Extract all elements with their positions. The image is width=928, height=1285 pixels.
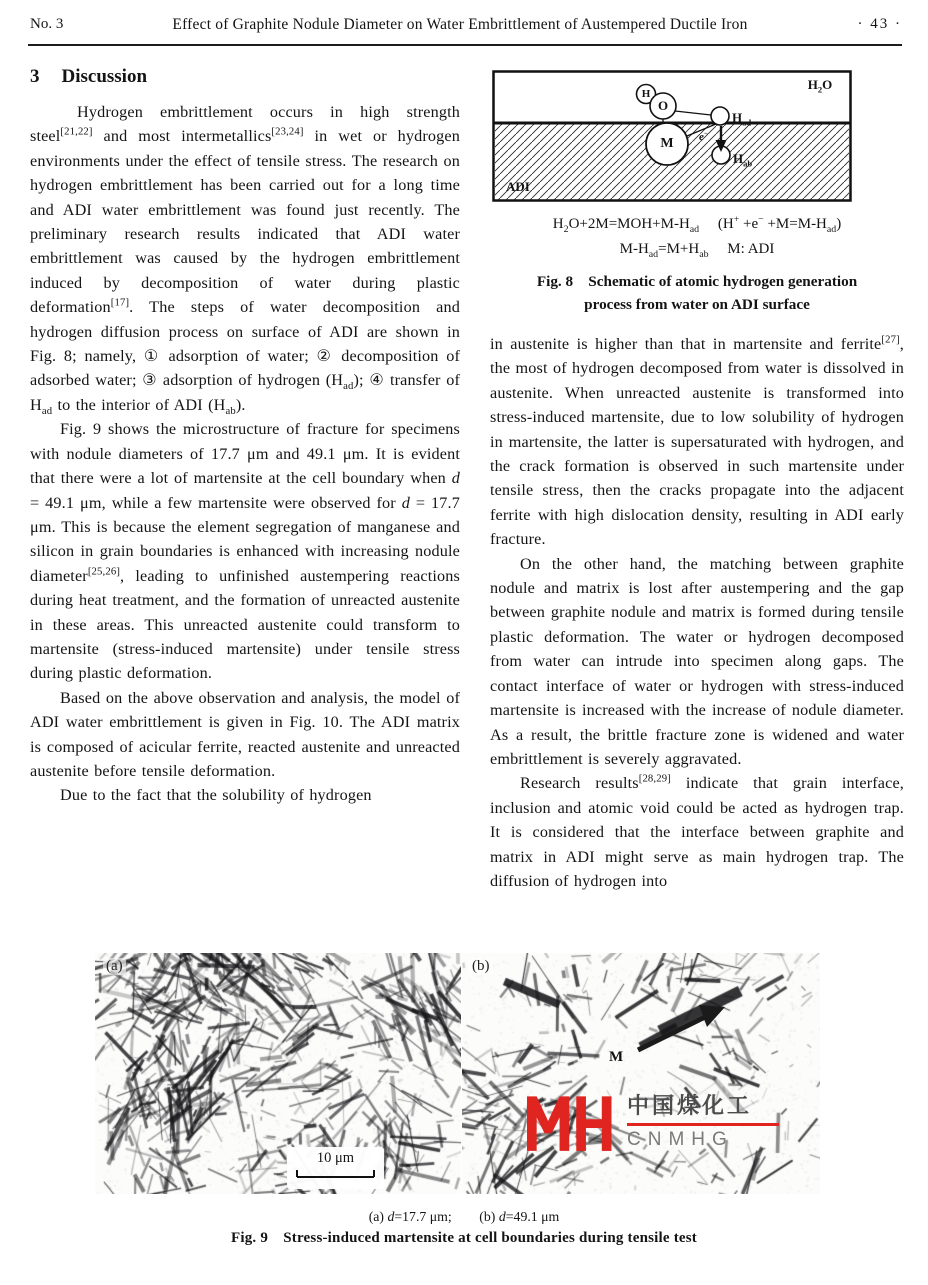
cnmhg-watermark: [527, 1089, 779, 1153]
fig8-equation-1: $H_2O+2M=MOH+M-H_{ad}$ $(H^+ +e^- +M=M-H_{ad})$: [552, 214, 842, 235]
right-column-text: [490, 332, 904, 893]
scale-bar-text: 10 μm: [316, 1150, 355, 1166]
watermark-text: [627, 1089, 779, 1151]
cnmhg-logo-icon: [527, 1089, 615, 1153]
fig9-panel-b-label: (b): [469, 958, 493, 975]
fig8-h-ad-label: $H_{ad}$: [732, 110, 752, 128]
section-number: 3: [30, 66, 40, 87]
h-ad-circle: [711, 107, 729, 125]
watermark-chinese-text: 中国煤化工: [627, 1093, 753, 1118]
fig9-caption: Fig. 9 Stress-induced martensite at cell boundaries during tensile test: [231, 1230, 697, 1246]
left-column: [30, 64, 460, 808]
header-page-number: · 43 ·: [857, 16, 902, 32]
fig8-m-atom-label: M: [660, 136, 674, 151]
fig8-h-atom-label: H: [641, 88, 651, 100]
fig8-h-ab-label: $H_{ab}$: [733, 151, 753, 169]
fig8-adi-label: ADI: [506, 179, 530, 194]
micrograph-b: [462, 953, 820, 1194]
fig9-panel-a-label: (a): [103, 958, 126, 975]
fig8-water-label: $H_2O$: [807, 77, 833, 95]
header-rule: [28, 44, 902, 46]
right-column: [490, 64, 904, 893]
micrograph-a: [95, 953, 461, 1194]
fig8-schematic: [492, 70, 852, 202]
fig8-electron-label: e−: [699, 129, 709, 143]
paragraph: Based on the above observation and analysis, the model of ADI water embrittlement is given in Fig. 10. The ADI matrix is composed of acicular ferrite, reacted austenite and unreacted austenite before tensile deformation.: [30, 688, 460, 780]
paragraph: Fig. 9 shows the microstructure of fracture for specimens with nodule diameters of 17.7 μm and 49.1 μm. It is evident that there were a lot of martensite at the cell boundary when d = 49.1 μm, while a few martensite were observed for d = 17.7 μm. This is because the element segregation of manganese and silicon in grain boundaries is enhanced with increasing nodule diameter[25,26], leading to unfinished austempering reactions during heat treatment, and the formation of unreacted austenite in these areas. This unreacted austenite could transform to martensite (stress-induced martensite) under tensile stress during plastic deformation.: [30, 420, 460, 683]
paragraph: in austenite is higher than that in martensite and ferrite[27], the most of hydrogen decomposed from water is dissolved in austenite. When unreacted austenite is transformed into stress-induced martensite, due to low solubility of hydrogen in martensite, the latter is supersaturated with hydrogen, and the crack formation is observed in such martensite under tensile stress, then the cracks propagate into the adjacent ferrite with high dislocation density, resulting in ADI early fracture.: [490, 333, 904, 549]
header-running-title: Effect of Graphite Nodule Diameter on Water Embrittlement of Austempered Ductile Iron: [172, 16, 748, 33]
scale-bar-line: [287, 1167, 384, 1181]
paragraph: On the other hand, the matching between graphite nodule and matrix is lost after austempering and the gap between graphite nodule and matrix is formed during tensile plastic deformation. The water or hydrogen decomposed from water can intrude into specimen along gaps. The contact interface of water or hydrogen with stress-induced martensite is increased with the increase of nodule diameter. As a result, the brittle fracture zone is widened and water embrittlement is severely aggravated.: [490, 554, 904, 768]
watermark-latin-text: CNMHG: [627, 1129, 734, 1150]
paragraph: Hydrogen embrittlement occurs in high strength steel[21,22] and most intermetallics[23,24] in wet or hydrogen environments under the effect of tensile stress. The research on hydrogen embrittlement has been carried out for a long time and ADI water embrittlement was found just recently. The preliminary research results indicated that ADI water embrittlement was caused by the hydrogen embrittlement induced by decomposition of water during plastic deformation[17]. The steps of water decomposition and hydrogen diffusion process on surface of ADI are shown in Fig. 8; namely, ① adsorption of water; ② decomposition of adsorbed water; ③ adsorption of hydrogen $(H_{ad})$; ④ transfer of $H_{ad}$ to the interior of ADI $(H_{ab})$.: [30, 103, 460, 418]
fig9-subcaption: (a) d=17.7 μm; (b) d=49.1 μm: [368, 1209, 560, 1224]
watermark-rule: [627, 1123, 779, 1126]
section-heading: [30, 66, 460, 88]
scale-bar: [287, 1147, 384, 1189]
fig9-micrographs: [95, 953, 820, 1194]
fig8-equation-2: $M-H_{ad}=M+H_{ab}$ M: ADI: [619, 241, 775, 260]
paragraph: Due to the fact that the solubility of hydrogen: [60, 786, 372, 805]
martensite-m-label: M: [609, 1049, 624, 1065]
section-title: Discussion: [61, 66, 148, 87]
fig8-o-atom-label: O: [657, 98, 669, 113]
fig8-caption-line1: Fig. 8 Schematic of atomic hydrogen generation: [536, 273, 858, 290]
fig8-caption-line2: process from water on ADI surface: [584, 296, 810, 313]
header-issue-number: No. 3: [30, 16, 64, 32]
paragraph: Research results[28,29] indicate that grain interface, inclusion and atomic void could be acted as hydrogen trap. It is considered that the interface between graphite and matrix in ADI might serve as main hydrogen trap. The diffusion of hydrogen into: [490, 772, 904, 890]
